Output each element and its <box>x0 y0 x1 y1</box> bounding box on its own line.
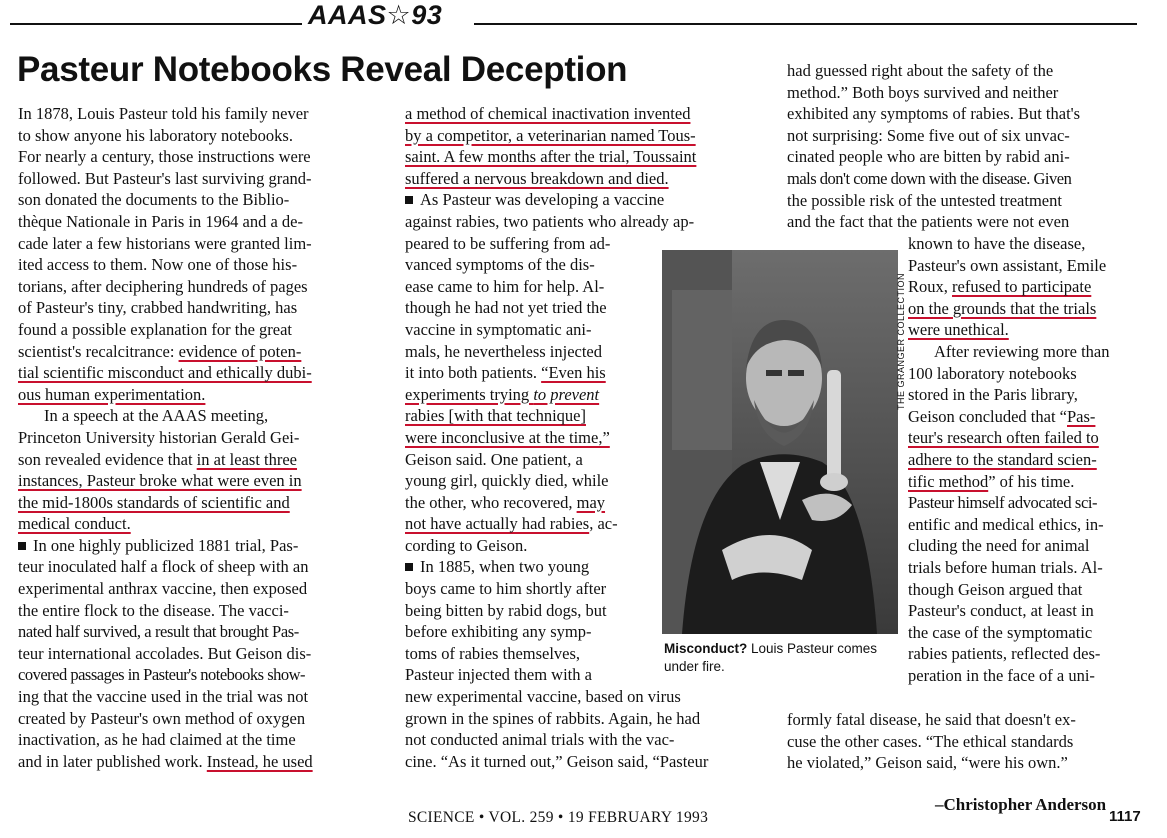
highlighted-text: medical conduct. <box>18 514 131 534</box>
highlighted-text: on the grounds that the trials <box>908 298 1097 318</box>
text-line: though Geison argued that <box>908 579 1083 599</box>
text-line: mals, he nevertheless injected <box>405 341 603 361</box>
highlighted-text: teur's research often failed to <box>908 428 1099 448</box>
text-fragment: son revealed evidence that <box>18 449 197 469</box>
text-line: though he had not yet tried the <box>405 298 607 318</box>
text-line: torians, after deciphering hundreds of pages <box>18 276 308 296</box>
text-line: known to have the disease, <box>908 234 1086 253</box>
text-line <box>18 751 373 773</box>
text-line <box>908 471 1140 493</box>
text-line: before exhibiting any symp- <box>405 622 592 642</box>
text-line: inactivation, as he had claimed at the time <box>18 730 296 750</box>
text-fragment: In one highly publicized 1881 trial, Pas- <box>33 535 299 555</box>
column-3-end <box>787 709 1139 774</box>
journal-footer: SCIENCE • VOL. 259 • 19 FEBRUARY 1993 <box>408 809 709 826</box>
text-line: to show anyone his laboratory notebooks. <box>18 125 293 145</box>
highlighted-text: instances, Pasteur broke what were even in <box>18 471 302 491</box>
text-line: vanced symptoms of the dis- <box>405 255 595 275</box>
text-fragment: In 1885, when two young <box>420 557 590 577</box>
text-line: entific and medical ethics, in- <box>908 514 1104 534</box>
highlighted-text: tial scientific misconduct and ethically dubi- <box>18 363 312 383</box>
text-line: formly fatal disease, he said that doesn't ex- <box>787 710 1076 729</box>
text-fragment: Geison concluded that “ <box>908 406 1067 426</box>
text-line: 100 laboratory notebooks <box>908 363 1077 383</box>
text-line: In a speech at the AAAS meeting, <box>44 406 269 426</box>
bullet-icon <box>18 542 26 550</box>
text-line: the possible risk of the untested treatment <box>787 190 1062 210</box>
text-fragment: , ac- <box>589 514 618 534</box>
text-line: against rabies, two patients who already ap- <box>405 211 695 231</box>
text-line: teur inoculated half a flock of sheep with an <box>18 557 309 577</box>
text-line: boys came to him shortly after <box>405 579 607 599</box>
text-line: Pasteur injected them with a <box>405 665 592 685</box>
caption-text: Louis Pasteur comes under fire. <box>664 641 878 674</box>
text-line: covered passages in Pasteur's notebooks show- <box>18 665 306 685</box>
text-line: cluding the need for animal <box>908 536 1090 556</box>
pasteur-portrait <box>662 250 898 634</box>
section-tag: AAAS☆93 <box>308 0 443 30</box>
text-line: Pasteur's conduct, at least in <box>908 601 1094 621</box>
highlighted-text: in at least three <box>196 449 298 469</box>
text-line: nated half survived, a result that brought Pas- <box>18 622 299 642</box>
byline: –Christopher Anderson <box>935 795 1107 814</box>
text-line: ing that the vaccine used in the trial was not <box>18 687 309 707</box>
text-line: peration in the face of a uni- <box>908 665 1095 685</box>
text-line: method.” Both boys survived and neither <box>787 82 1059 102</box>
text-line: cording to Geison. <box>405 535 528 555</box>
text-line <box>405 189 755 211</box>
text-line <box>18 449 373 471</box>
column-3 <box>787 60 1139 233</box>
text-line: mals don't come down with the disease. Given <box>787 168 1072 188</box>
text-line: being bitten by rabid dogs, but <box>405 600 607 620</box>
text-line: created by Pasteur's own method of oxygen <box>18 708 306 728</box>
text-line: cinated people who are bitten by rabid ani- <box>787 147 1070 167</box>
text-line: ited access to them. Now one of those his- <box>18 255 298 275</box>
highlighted-text: evidence of poten- <box>178 341 302 361</box>
highlighted-text: were unethical. <box>908 320 1009 340</box>
text-line <box>908 276 1140 298</box>
text-fragment: and in later published work. <box>18 751 207 771</box>
text-fragment: the other, who recovered, <box>405 492 577 512</box>
text-line: vaccine in symptomatic ani- <box>405 319 592 339</box>
text-line: cade later a few historians were granted lim- <box>18 233 312 253</box>
text-line: For nearly a century, those instructions were <box>18 147 311 167</box>
highlighted-text: not have actually had rabies <box>405 514 590 534</box>
header-rule-right <box>474 23 1137 25</box>
text-line: Pasteur himself advocated sci- <box>908 493 1098 513</box>
text-line: thèque Nationale in Paris in 1964 and a de- <box>18 211 304 231</box>
text-line: toms of rabies themselves, <box>405 643 581 663</box>
highlighted-text: a method of chemical inactivation invented <box>405 104 691 123</box>
highlighted-text: refused to participate <box>952 277 1092 297</box>
text-line: followed. But Pasteur's last surviving grand- <box>18 168 312 188</box>
text-line: exhibited any symptoms of rabies. But that's <box>787 104 1081 124</box>
text-line: peared to be suffering from ad- <box>405 233 611 253</box>
text-fragment: experiments trying <box>405 384 534 404</box>
highlighted-text: were inconclusive at the time,” <box>405 427 610 447</box>
text-line: rabies patients, reflected des- <box>908 644 1101 664</box>
highlighted-text: Pas- <box>1067 406 1096 426</box>
highlighted-text: Instead, he used <box>206 751 313 771</box>
text-line: found a possible explanation for the great <box>18 319 292 339</box>
text-line: grown in the spines of rabbits. Again, he had <box>405 708 701 728</box>
highlighted-text: adhere to the standard scien- <box>908 449 1097 469</box>
text-line: the case of the symptomatic <box>908 622 1093 642</box>
text-line: he violated,” Geison said, “were his own.” <box>787 753 1068 773</box>
highlighted-text: rabies [with that technique] <box>405 406 586 426</box>
column-1 <box>18 103 373 772</box>
caption-bold: Misconduct? <box>664 641 748 656</box>
highlighted-text: suffered a nervous breakdown and died. <box>405 168 669 188</box>
text-fragment: ” of his time. <box>988 471 1075 491</box>
text-fragment: Roux, <box>908 277 953 297</box>
page-number: 1117 <box>1109 808 1141 825</box>
text-line: had guessed right about the safety of the <box>787 61 1054 80</box>
highlighted-text: tific method <box>908 471 989 491</box>
highlighted-text: may <box>576 492 606 512</box>
text-line: ease came to him for help. Al- <box>405 276 605 296</box>
text-line: Geison said. One patient, a <box>405 449 583 469</box>
text-fragment: scientist's recalcitrance: <box>18 341 179 361</box>
text-fragment: As Pasteur was developing a vaccine <box>420 190 665 210</box>
highlighted-text: the mid-1800s standards of scientific and <box>18 492 290 512</box>
highlighted-text: “Even his <box>541 363 606 383</box>
highlighted-text: by a competitor, a veterinarian named Tous- <box>405 125 696 145</box>
text-line: new experimental vaccine, based on virus <box>405 687 681 707</box>
text-line: and the fact that the patients were not even <box>787 212 1070 232</box>
text-line: teur international accolades. But Geison dis- <box>18 643 312 663</box>
text-line <box>18 341 373 363</box>
text-line: Pasteur's own assistant, Emile <box>908 255 1107 275</box>
figure-caption <box>664 640 884 676</box>
text-line: cine. “As it turned out,” Geison said, “Pasteur <box>405 751 709 771</box>
text-line: After reviewing more than <box>934 341 1110 361</box>
text-line: trials before human trials. Al- <box>908 557 1103 577</box>
text-line: In 1878, Louis Pasteur told his family never <box>18 104 309 123</box>
text-line: cuse the other cases. “The ethical standards <box>787 731 1074 751</box>
text-line: son donated the documents to the Biblio- <box>18 190 290 210</box>
portrait-image <box>662 250 898 634</box>
header-rule-left <box>10 23 302 25</box>
text-line: Princeton University historian Gerald Gei- <box>18 427 300 447</box>
highlighted-text: ous human experimentation. <box>18 384 206 404</box>
text-line: young girl, quickly died, while <box>405 471 609 491</box>
text-line: of Pasteur's tiny, crabbed handwriting, has <box>18 298 298 318</box>
text-fragment: to prevent <box>533 384 600 404</box>
text-line: not surprising: Some five out of six unvac- <box>787 125 1070 145</box>
bullet-icon <box>405 196 413 204</box>
photo-credit: THE GRANGER COLLECTION <box>896 272 906 410</box>
text-line: experimental anthrax vaccine, then exposed <box>18 579 308 599</box>
text-line: stored in the Paris library, <box>908 385 1078 405</box>
bullet-icon <box>405 563 413 571</box>
headline: Pasteur Notebooks Reveal Deception <box>17 50 628 89</box>
highlighted-text: saint. A few months after the trial, Toussaint <box>405 147 697 167</box>
text-line <box>18 535 373 557</box>
text-line: the entire flock to the disease. The vacci- <box>18 600 289 620</box>
column-3-wrap <box>908 233 1140 686</box>
text-fragment: it into both patients. <box>405 363 542 383</box>
text-line <box>908 406 1140 428</box>
text-line: not conducted animal trials with the vac- <box>405 730 675 750</box>
